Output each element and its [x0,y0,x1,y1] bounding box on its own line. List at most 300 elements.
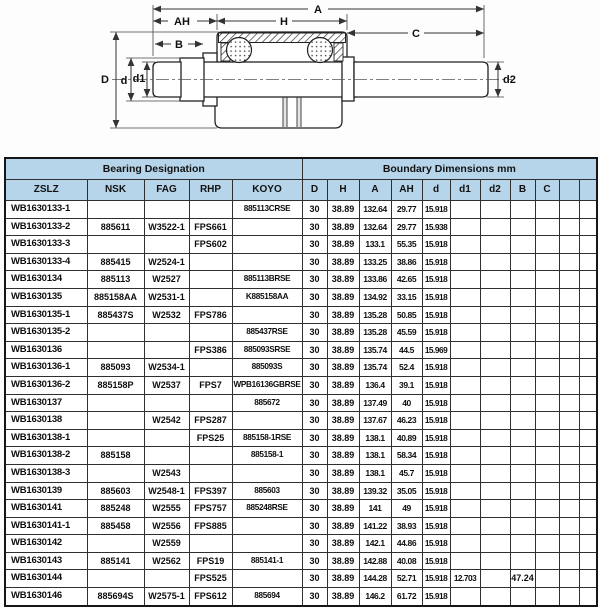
value-cell [232,412,302,430]
value-cell: 30 [302,535,327,553]
value-cell [559,253,579,271]
value-cell [189,464,232,482]
value-cell [510,271,535,289]
value-cell [144,429,189,447]
value-cell [480,218,510,236]
group-header-row [5,158,597,180]
value-cell: 39.1 [391,376,422,394]
value-cell [535,535,559,553]
value-cell [579,324,597,342]
value-cell [535,201,559,219]
value-cell: 38.93 [391,517,422,535]
value-cell: 136.4 [359,376,391,394]
table-row [5,253,597,271]
designation-cell: WB1630135-2 [5,324,87,342]
label-H: H [280,16,288,28]
value-cell: 44.86 [391,535,422,553]
value-cell: 15.918 [422,482,450,500]
value-cell [559,570,579,588]
value-cell [579,447,597,465]
designation-cell: WB1630138-1 [5,429,87,447]
value-cell: 38.89 [327,236,359,254]
value-cell [535,359,559,377]
value-cell [579,271,597,289]
value-cell [559,588,579,606]
bearing-table [4,157,598,607]
value-cell: 30 [302,412,327,430]
value-cell: 38.89 [327,271,359,289]
value-cell: 38.89 [327,288,359,306]
value-cell [87,201,144,219]
value-cell: 38.89 [327,570,359,588]
table-row [5,218,597,236]
value-cell [480,552,510,570]
value-cell: 885093S [232,359,302,377]
value-cell: 134.92 [359,288,391,306]
value-cell: FPS661 [189,218,232,236]
value-cell [450,412,480,430]
value-cell: FPS602 [189,236,232,254]
value-cell: 15.918 [422,552,450,570]
value-cell: 38.89 [327,464,359,482]
value-cell: FPS25 [189,429,232,447]
value-cell: K885158AA [232,288,302,306]
column-header-H: H [327,180,359,201]
value-cell [579,236,597,254]
value-cell: 30 [302,359,327,377]
value-cell [450,236,480,254]
value-cell [144,236,189,254]
value-cell: 15.918 [422,500,450,518]
designation-cell: WB1630138-3 [5,464,87,482]
value-cell: 885158P [87,376,144,394]
column-header-row [5,180,597,201]
designation-cell: WB1630136-1 [5,359,87,377]
table-row [5,271,597,289]
value-cell [450,306,480,324]
value-cell [535,464,559,482]
value-cell: 38.89 [327,394,359,412]
value-cell: 30 [302,341,327,359]
value-cell [480,376,510,394]
value-cell: 58.34 [391,447,422,465]
value-cell: 30 [302,218,327,236]
value-cell [450,464,480,482]
value-cell: W2559 [144,535,189,553]
value-cell [559,517,579,535]
value-cell [480,306,510,324]
value-cell: 141 [359,500,391,518]
value-cell: 30 [302,447,327,465]
value-cell: W2543 [144,464,189,482]
designation-cell: WB1630133-3 [5,236,87,254]
value-cell: 30 [302,324,327,342]
value-cell [450,500,480,518]
label-D: D [101,74,109,86]
value-cell: 30 [302,376,327,394]
value-cell: W3522-1 [144,218,189,236]
value-cell: 885158-1 [232,447,302,465]
dim-A [153,4,484,16]
value-cell [480,412,510,430]
designation-cell: WB1630142 [5,535,87,553]
value-cell: 38.89 [327,412,359,430]
value-cell [144,447,189,465]
value-cell [189,394,232,412]
value-cell: W2556 [144,517,189,535]
value-cell: 38.89 [327,429,359,447]
value-cell [450,271,480,289]
value-cell: 15.969 [422,341,450,359]
ball-left [227,38,252,63]
value-cell [559,341,579,359]
value-cell: 885141 [87,552,144,570]
label-A: A [314,4,322,16]
value-cell [144,324,189,342]
value-cell [450,376,480,394]
value-cell [144,201,189,219]
value-cell: W2562 [144,552,189,570]
value-cell [579,288,597,306]
value-cell: 30 [302,482,327,500]
label-d2: d2 [503,74,516,86]
value-cell: 38.89 [327,517,359,535]
table-row [5,288,597,306]
table-header [5,158,597,201]
designation-cell: WB1630135 [5,288,87,306]
value-cell: 61.72 [391,588,422,606]
value-cell [480,359,510,377]
value-cell [559,394,579,412]
value-cell: W2531-1 [144,288,189,306]
value-cell: W2548-1 [144,482,189,500]
value-cell [87,429,144,447]
table-row [5,341,597,359]
value-cell: 885458 [87,517,144,535]
value-cell: 30 [302,288,327,306]
value-cell: 135.28 [359,324,391,342]
value-cell [510,253,535,271]
value-cell [559,324,579,342]
value-cell [559,359,579,377]
value-cell [579,218,597,236]
value-cell [480,535,510,553]
designation-cell: WB1630139 [5,482,87,500]
value-cell: W2524-1 [144,253,189,271]
value-cell: 38.89 [327,535,359,553]
seal-right [334,43,343,61]
value-cell [232,306,302,324]
value-cell [510,201,535,219]
table-body [5,201,597,606]
value-cell: 138.1 [359,429,391,447]
value-cell [232,517,302,535]
value-cell [480,394,510,412]
label-d1: d1 [132,73,146,85]
value-cell: 47.24 [510,570,535,588]
value-cell [535,236,559,254]
value-cell [144,394,189,412]
value-cell: 885248RSE [232,500,302,518]
table-row [5,306,597,324]
value-cell: 38.89 [327,359,359,377]
value-cell: 45.59 [391,324,422,342]
value-cell: 30 [302,236,327,254]
value-cell: 38.89 [327,324,359,342]
value-cell: 38.89 [327,201,359,219]
value-cell [450,341,480,359]
value-cell [450,288,480,306]
designation-cell: WB1630138-2 [5,447,87,465]
value-cell: 135.28 [359,306,391,324]
value-cell [450,429,480,447]
value-cell: 885437RSE [232,324,302,342]
value-cell [510,429,535,447]
value-cell: 885113 [87,271,144,289]
bearing-dimension-diagram [0,0,600,156]
value-cell: 30 [302,517,327,535]
value-cell: 885603 [232,482,302,500]
value-cell [559,482,579,500]
designation-cell: WB1630134 [5,271,87,289]
designation-cell: WB1630138 [5,412,87,430]
value-cell: 15.918 [422,464,450,482]
value-cell: 885415 [87,253,144,271]
value-cell [510,500,535,518]
value-cell [579,341,597,359]
value-cell [579,359,597,377]
table-row [5,201,597,219]
value-cell: 885113BRSE [232,271,302,289]
value-cell [450,394,480,412]
value-cell [480,447,510,465]
value-cell [480,517,510,535]
value-cell [232,464,302,482]
value-cell [510,376,535,394]
value-cell: 885603 [87,482,144,500]
value-cell [579,201,597,219]
value-cell: W2527 [144,271,189,289]
value-cell [579,552,597,570]
value-cell [189,324,232,342]
value-cell: 30 [302,588,327,606]
designation-cell: WB1630133-4 [5,253,87,271]
value-cell [232,253,302,271]
value-cell [510,482,535,500]
value-cell: 142.1 [359,535,391,553]
value-cell: FPS397 [189,482,232,500]
value-cell: 132.64 [359,218,391,236]
value-cell [559,306,579,324]
value-cell: FPS612 [189,588,232,606]
value-cell: 38.86 [391,253,422,271]
value-cell: 138.1 [359,464,391,482]
value-cell: 885158 [87,447,144,465]
value-cell [87,341,144,359]
value-cell [559,376,579,394]
value-cell: FPS287 [189,412,232,430]
value-cell [559,535,579,553]
value-cell: FPS786 [189,306,232,324]
value-cell: 38.89 [327,552,359,570]
value-cell [579,412,597,430]
value-cell [87,535,144,553]
value-cell [510,517,535,535]
value-cell: 38.89 [327,341,359,359]
value-cell [510,288,535,306]
value-cell: 38.89 [327,482,359,500]
dim-B [155,39,203,51]
value-cell [480,271,510,289]
value-cell [480,464,510,482]
dim-C [347,28,484,40]
value-cell: 137.49 [359,394,391,412]
value-cell [480,588,510,606]
value-cell [535,588,559,606]
value-cell [535,482,559,500]
value-cell [87,324,144,342]
value-cell [579,464,597,482]
value-cell: 15.918 [422,359,450,377]
value-cell [480,429,510,447]
value-cell: 15.918 [422,394,450,412]
value-cell [535,324,559,342]
value-cell: 15.918 [422,588,450,606]
value-cell: W2555 [144,500,189,518]
value-cell [232,236,302,254]
value-cell: 142.88 [359,552,391,570]
value-cell [559,500,579,518]
value-cell [189,359,232,377]
value-cell: 15.918 [422,429,450,447]
value-cell: 885611 [87,218,144,236]
column-header-A: A [359,180,391,201]
column-header-C: C [535,180,559,201]
value-cell [535,271,559,289]
value-cell: 40 [391,394,422,412]
value-cell: 38.89 [327,218,359,236]
value-cell: 46.23 [391,412,422,430]
value-cell [510,552,535,570]
shaft-and-housing-outline [112,32,512,128]
value-cell: 885694 [232,588,302,606]
value-cell: 44.5 [391,341,422,359]
designation-cell: WB1630144 [5,570,87,588]
column-header-blank-14 [559,180,579,201]
table-row [5,552,597,570]
value-cell: 30 [302,394,327,412]
table-row [5,236,597,254]
value-cell [579,306,597,324]
designation-cell: WB1630135-1 [5,306,87,324]
designation-cell: WB1630143 [5,552,87,570]
value-cell: 133.25 [359,253,391,271]
label-AH: AH [174,16,190,28]
value-cell: FPS7 [189,376,232,394]
value-cell [450,218,480,236]
value-cell [232,570,302,588]
value-cell [450,535,480,553]
column-header-KOYO: KOYO [232,180,302,201]
value-cell: 38.89 [327,376,359,394]
value-cell: W2575-1 [144,588,189,606]
value-cell: 885093SRSE [232,341,302,359]
value-cell [579,253,597,271]
value-cell: WPB16136GBRSE [232,376,302,394]
value-cell [450,447,480,465]
value-cell: 885694S [87,588,144,606]
value-cell [87,570,144,588]
value-cell [535,412,559,430]
value-cell [510,218,535,236]
value-cell [480,324,510,342]
value-cell: 33.15 [391,288,422,306]
value-cell [559,218,579,236]
table-row [5,464,597,482]
value-cell [232,218,302,236]
value-cell [510,588,535,606]
designation-cell: WB1630133-1 [5,201,87,219]
value-cell [87,394,144,412]
value-cell: 15.918 [422,288,450,306]
value-cell [559,552,579,570]
value-cell [579,517,597,535]
table-row [5,412,597,430]
column-header-D: D [302,180,327,201]
label-d: d [120,75,128,87]
value-cell: 15.938 [422,218,450,236]
value-cell: 38.89 [327,306,359,324]
dim-H [217,16,347,28]
value-cell [535,429,559,447]
label-B: B [175,39,183,51]
designation-cell: WB1630137 [5,394,87,412]
value-cell [450,201,480,219]
value-cell [535,447,559,465]
column-header-d: d [422,180,450,201]
group-header: Boundary Dimensions mm [302,158,597,180]
value-cell [559,236,579,254]
value-cell: 135.74 [359,341,391,359]
value-cell [480,288,510,306]
value-cell [450,324,480,342]
designation-cell: WB1630141 [5,500,87,518]
value-cell: 141.22 [359,517,391,535]
value-cell: 40.08 [391,552,422,570]
value-cell [535,288,559,306]
table-row [5,500,597,518]
value-cell [535,394,559,412]
value-cell [510,359,535,377]
value-cell: 132.64 [359,201,391,219]
value-cell [480,253,510,271]
value-cell [189,271,232,289]
table-row [5,376,597,394]
value-cell [510,341,535,359]
table-row [5,447,597,465]
value-cell [559,288,579,306]
value-cell [450,588,480,606]
value-cell: 15.918 [422,412,450,430]
value-cell [559,201,579,219]
value-cell: 15.918 [422,535,450,553]
value-cell [144,570,189,588]
designation-cell: WB1630141-1 [5,517,87,535]
column-header-AH: AH [391,180,422,201]
value-cell: 42.65 [391,271,422,289]
value-cell: W2542 [144,412,189,430]
column-header-d1: d1 [450,180,480,201]
